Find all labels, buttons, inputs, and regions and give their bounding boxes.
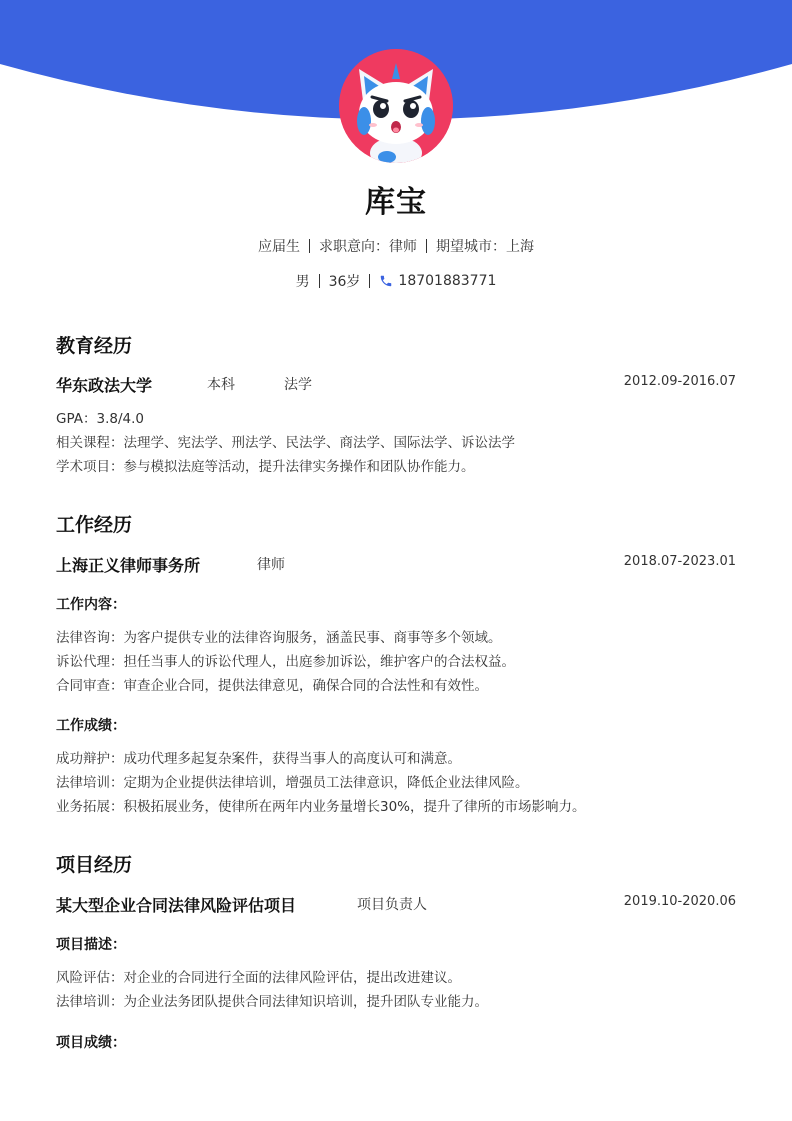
project-date: 2019.10-2020.06 bbox=[623, 894, 736, 909]
divider bbox=[319, 274, 320, 288]
phone-text: 18701883771 bbox=[398, 273, 497, 289]
company-name: 上海正义律师事务所 bbox=[56, 556, 201, 575]
list-item: GPA：3.8/4.0 bbox=[56, 411, 144, 427]
info-line-contact bbox=[0, 271, 792, 291]
divider bbox=[426, 239, 427, 253]
list-item: 业务拓展：积极拓展业务，使律所在两年内业务量增长30%，提升了律所的市场影响力。 bbox=[56, 799, 586, 815]
education-details bbox=[56, 407, 746, 479]
candidate-name: 库宝 bbox=[365, 185, 427, 220]
age-text: 36岁 bbox=[328, 274, 361, 290]
school-name: 华东政法大学 bbox=[56, 376, 153, 395]
intent-text: 求职意向：律师 bbox=[319, 239, 417, 255]
divider bbox=[369, 274, 370, 288]
project-desc-title: 项目描述： bbox=[56, 937, 126, 953]
education-row bbox=[56, 373, 736, 395]
list-item: 成功辩护：成功代理多起复杂案件，获得当事人的高度认可和满意。 bbox=[56, 751, 461, 767]
status-text: 应届生 bbox=[258, 239, 300, 255]
list-item: 诉讼代理：担任当事人的诉讼代理人，出庭参加诉讼，维护客户的合法权益。 bbox=[56, 654, 515, 670]
gender-text: 男 bbox=[295, 274, 310, 290]
work-row bbox=[56, 553, 736, 575]
section-title-work: 工作经历 bbox=[56, 514, 133, 536]
major: 法学 bbox=[284, 377, 312, 393]
work-content-list bbox=[56, 626, 746, 698]
degree: 本科 bbox=[207, 377, 235, 393]
section-title-project: 项目经历 bbox=[56, 854, 133, 876]
project-role: 项目负责人 bbox=[357, 897, 427, 913]
list-item: 法律培训：为企业法务团队提供合同法律知识培训，提升团队专业能力。 bbox=[56, 994, 488, 1010]
project-name: 某大型企业合同法律风险评估项目 bbox=[56, 896, 297, 915]
list-item: 合同审查：审查企业合同，提供法律意见，确保合同的合法性和有效性。 bbox=[56, 678, 488, 694]
section-title-education: 教育经历 bbox=[56, 335, 133, 357]
phone-icon bbox=[379, 274, 393, 288]
work-date: 2018.07-2023.01 bbox=[623, 554, 736, 569]
city-text: 期望城市：上海 bbox=[436, 239, 534, 255]
list-item: 学术项目：参与模拟法庭等活动，提升法律实务操作和团队协作能力。 bbox=[56, 459, 475, 475]
info-line-intent bbox=[0, 236, 792, 256]
project-results-title: 项目成绩： bbox=[56, 1035, 126, 1051]
job-role: 律师 bbox=[257, 557, 285, 573]
list-item: 法律咨询：为客户提供专业的法律咨询服务，涵盖民事、商事等多个领域。 bbox=[56, 630, 502, 646]
work-achievements-list bbox=[56, 747, 746, 819]
project-desc-list bbox=[56, 966, 746, 1014]
list-item: 风险评估：对企业的合同进行全面的法律风险评估，提出改进建议。 bbox=[56, 970, 461, 986]
list-item: 相关课程：法理学、宪法学、刑法学、民法学、商法学、国际法学、诉讼法学 bbox=[56, 435, 515, 451]
work-achievements-title: 工作成绩： bbox=[56, 718, 126, 734]
education-date: 2012.09-2016.07 bbox=[623, 374, 736, 389]
list-item: 法律培训：定期为企业提供法律培训，增强员工法律意识，降低企业法律风险。 bbox=[56, 775, 529, 791]
project-row bbox=[56, 893, 736, 915]
avatar bbox=[339, 49, 453, 163]
divider bbox=[309, 239, 310, 253]
work-content-title: 工作内容： bbox=[56, 597, 126, 613]
